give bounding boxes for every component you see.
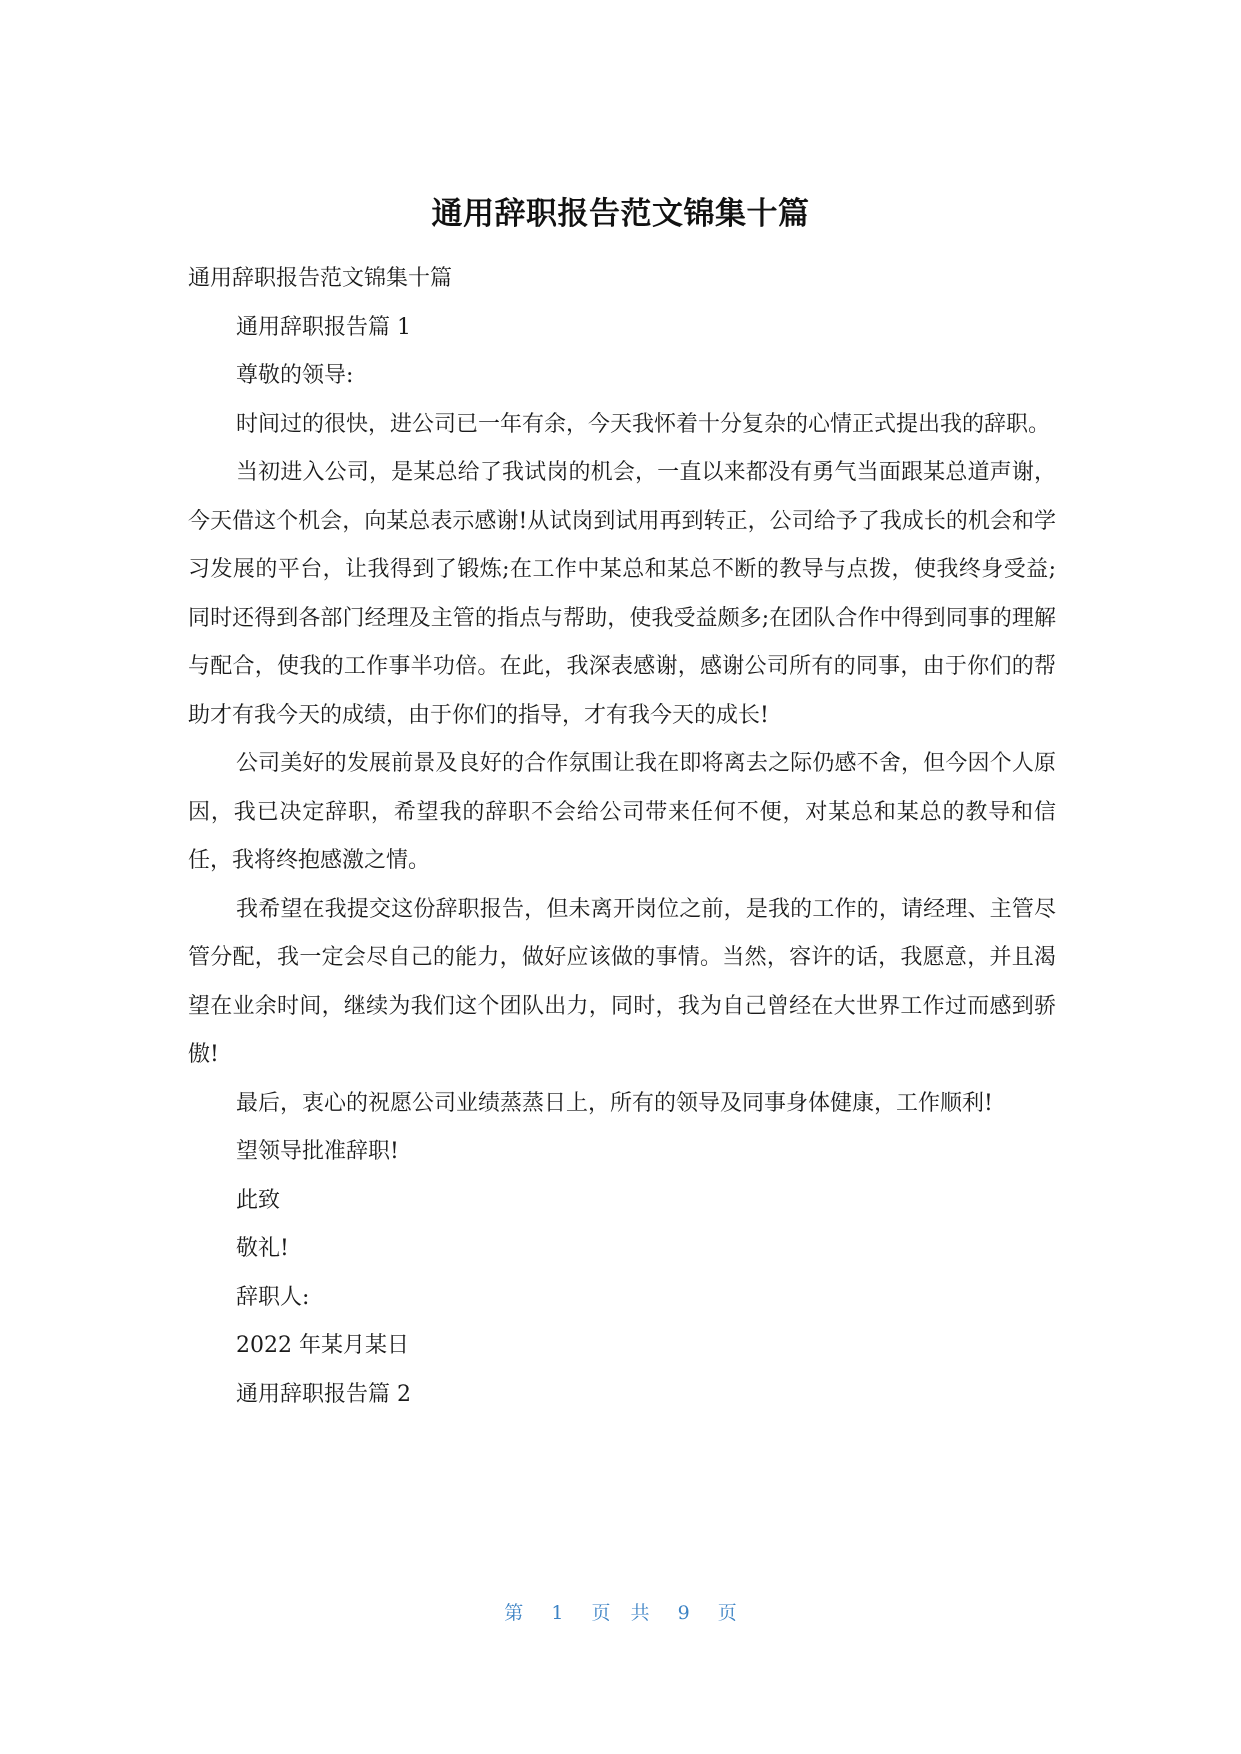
document-body (188, 255, 1056, 1419)
footer-label-of: 页 共 (591, 1602, 650, 1624)
footer-current-page: 1 (551, 1602, 564, 1624)
paragraph-salutation: 尊敬的领导: (236, 363, 354, 388)
footer-label-page: 第 (504, 1602, 524, 1624)
paragraph-request: 望领导批准辞职! (236, 1139, 399, 1164)
paragraph-closing: 此致 (236, 1187, 281, 1213)
footer-label-pages: 页 (717, 1602, 737, 1624)
paragraph-regards: 敬礼! (236, 1236, 289, 1261)
page-footer (0, 1598, 1241, 1625)
paragraph-signature: 辞职人: (236, 1284, 310, 1310)
paragraph-section-1-title: 通用辞职报告篇 1 (236, 314, 411, 340)
paragraph-section-2-title: 通用辞职报告篇 2 (236, 1381, 411, 1407)
paragraph-heading: 通用辞职报告范文锦集十篇 (188, 266, 453, 291)
paragraph-date: 2022 年某月某日 (236, 1333, 409, 1358)
footer-total-pages: 9 (677, 1602, 690, 1624)
document-title: 通用辞职报告范文锦集十篇 (431, 196, 810, 232)
paragraph: 公司美好的发展前景及良好的合作氛围让我在即将离去之际仍感不舍，但今因个人原因，我已决定辞职，希望我的辞职不会给公司带来任何不便，对某总和某总的教导和信任，我将终抱感激之情。 (188, 751, 1056, 873)
paragraph: 时间过的很快，进公司已一年有余，今天我怀着十分复杂的心情正式提出我的辞职。 (236, 411, 1051, 437)
paragraph: 当初进入公司，是某总给了我试岗的机会，一直以来都没有勇气当面跟某总道声谢，今天借这个机会，向某总表示感谢!从试岗到试用再到转正，公司给予了我成长的机会和学习发展的平台，让我得到了锻炼;在工作中某总和某总不断的教导与点拨，使我终身受益;同时还得到各部门经理及主管的指点与帮助，使我受益颇多;在团队合作中得到同事的理解与配合，使我的工作事半功倍。在此，我深表感谢，感谢公司所有的同事，由于你们的帮助才有我今天的成绩，由于你们的指导，才有我今天的成长! (188, 460, 1056, 728)
paragraph: 最后，衷心的祝愿公司业绩蒸蒸日上，所有的领导及同事身体健康，工作顺利! (236, 1090, 993, 1116)
paragraph: 我希望在我提交这份辞职报告，但未离开岗位之前，是我的工作的，请经理、主管尽管分配，我一定会尽自己的能力，做好应该做的事情。当然，容许的话，我愿意，并且渴望在业余时间，继续为我们这个团队出力，同时，我为自己曾经在大世界工作过而感到骄傲! (188, 896, 1056, 1067)
